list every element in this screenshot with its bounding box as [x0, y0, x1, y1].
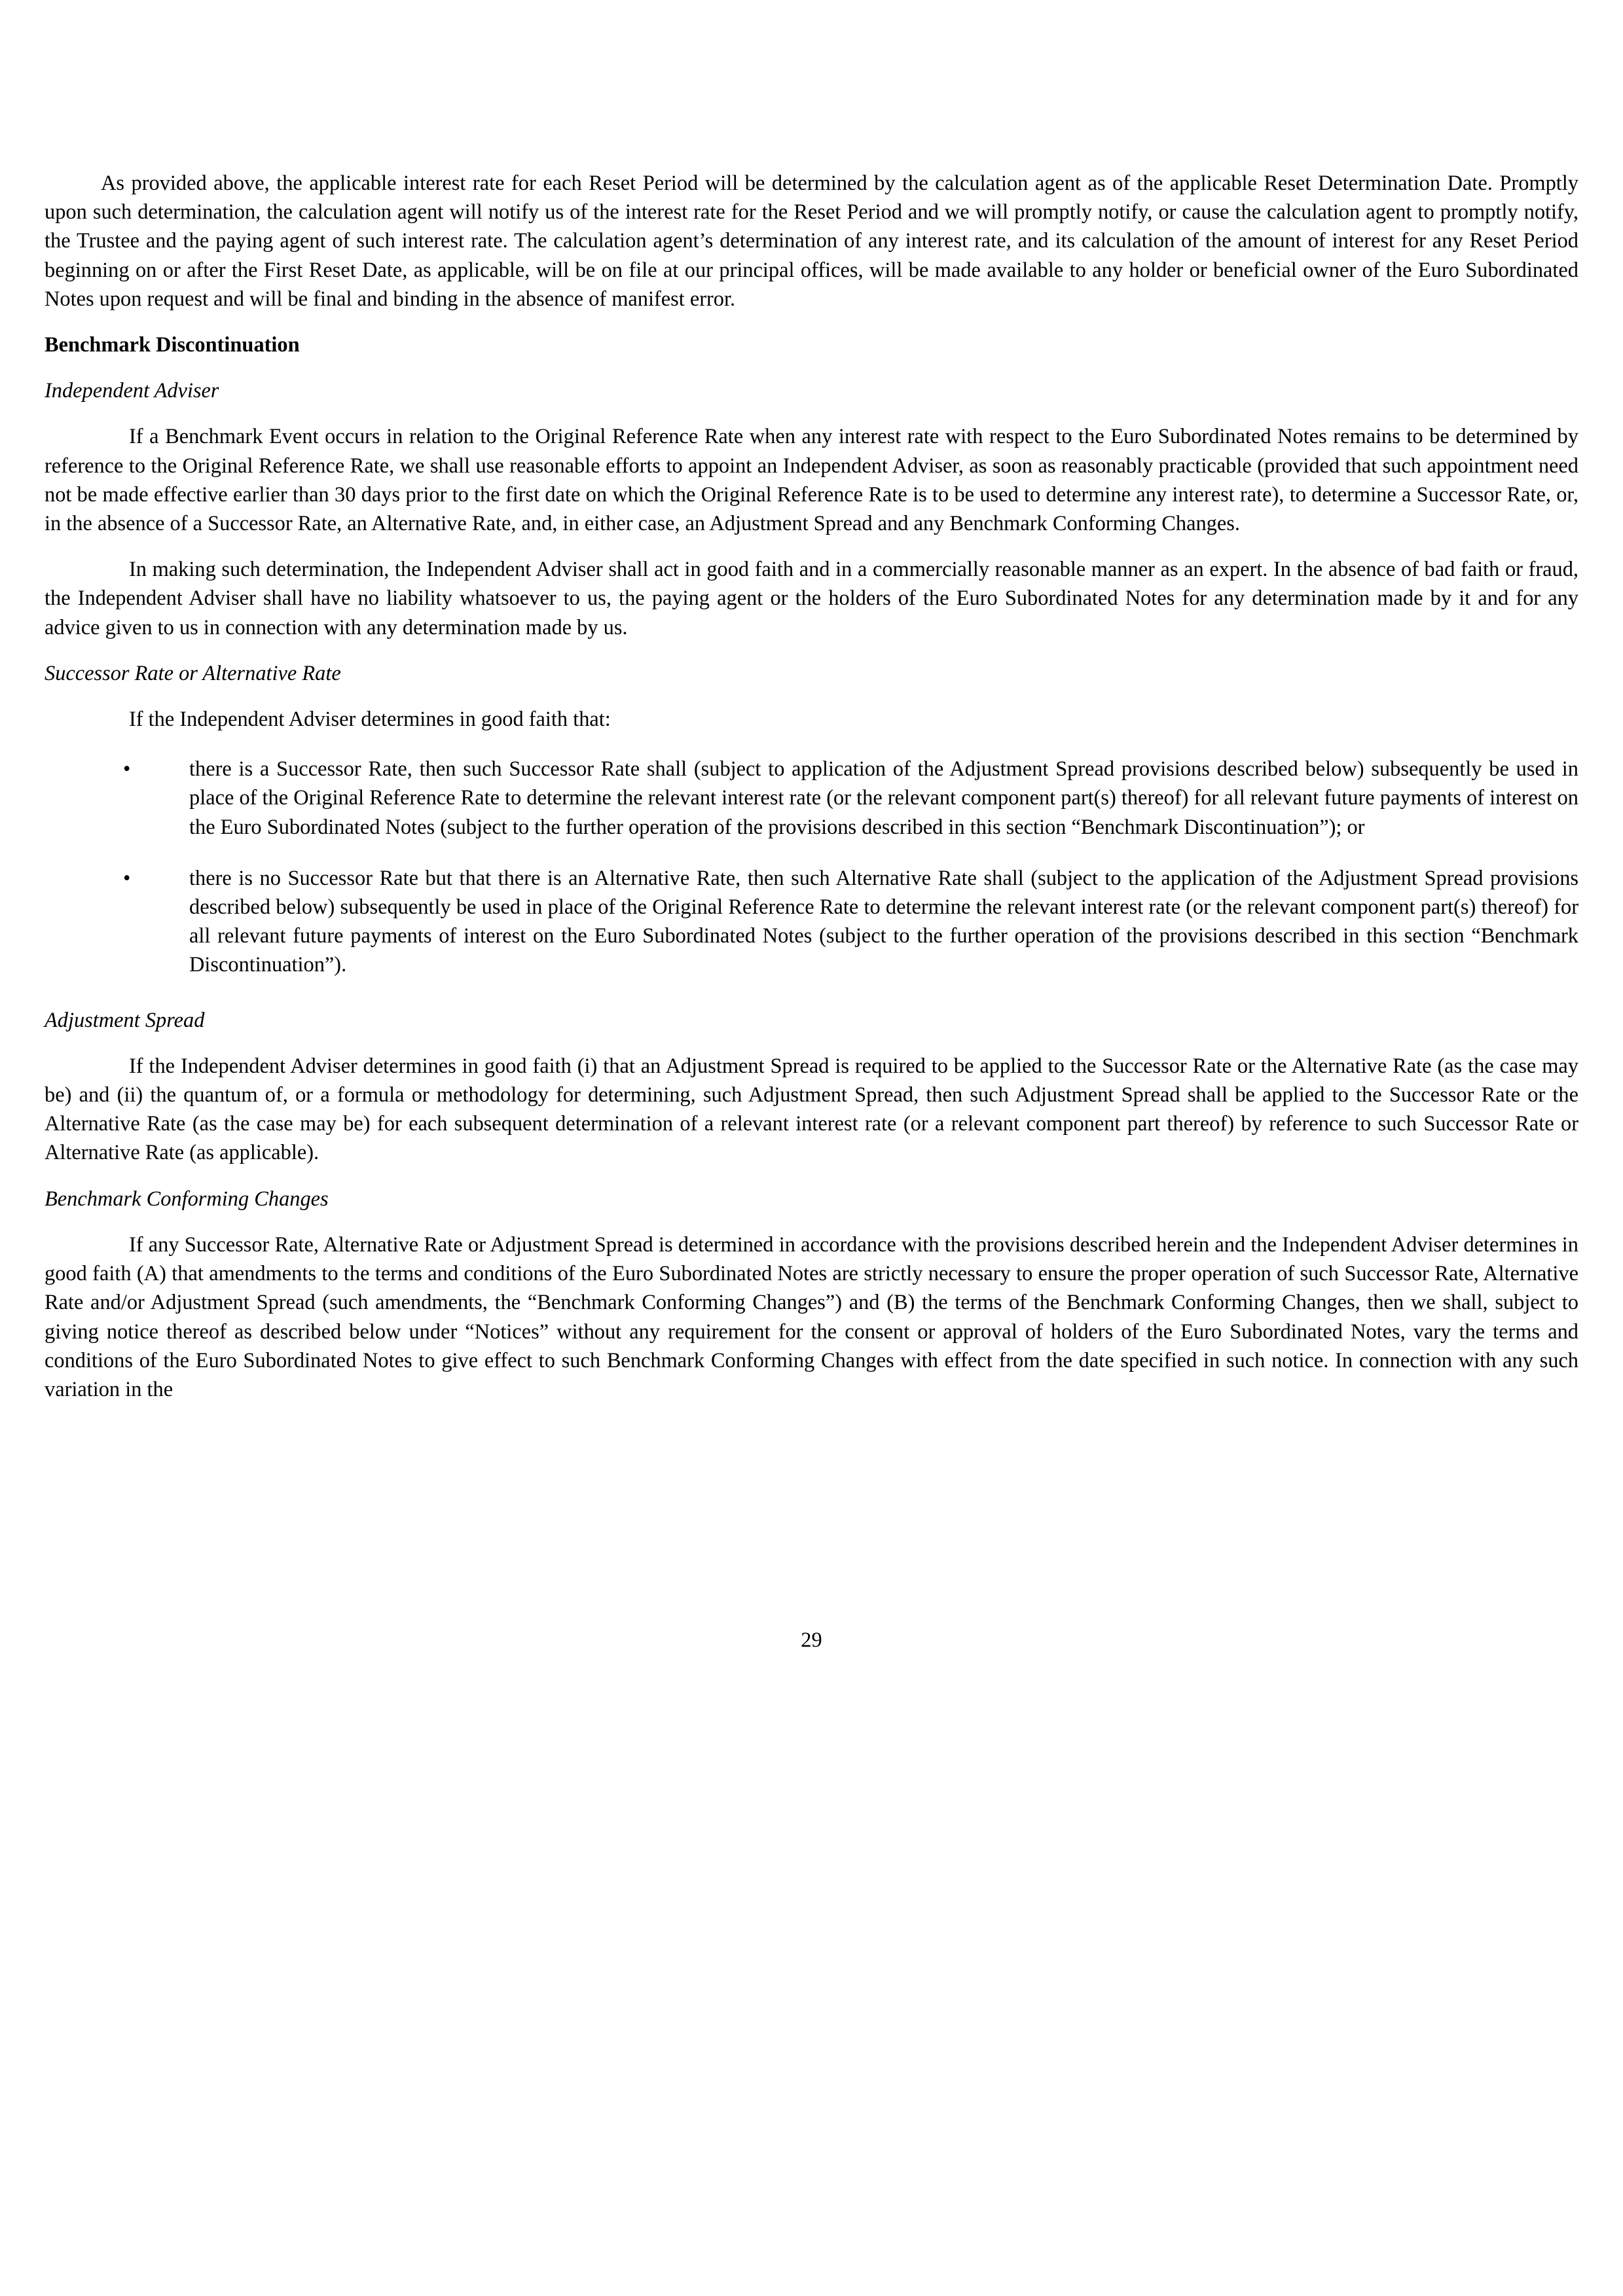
bullet-list	[45, 755, 1578, 979]
paragraph-interest-rate-determination: As provided above, the applicable interest rate for each Reset Period will be determined by the calculation agent as of the applicable Reset Determination Date. Promptly upon such determination, the calculation agent will notify us of the interest rate for the Reset Period and we will promptly notify, or cause the calculation agent to promptly notify, the Trustee and the paying agent of such interest rate. The calculation agent’s determination of any interest rate, and its calculation of the amount of interest for any Reset Period beginning on or after the First Reset Date, as applicable, will be on file at our principal offices, will be made available to any holder or beneficial owner of the Euro Subordinated Notes upon request and will be final and binding in the absence of manifest error.	[45, 171, 1578, 311]
subheading-adjustment-spread: Adjustment Spread	[45, 1008, 205, 1032]
bullet-icon: •	[123, 866, 131, 890]
document-page	[45, 169, 1578, 1404]
page-number: 29	[801, 1628, 822, 1652]
subheading-successor-rate: Successor Rate or Alternative Rate	[45, 661, 341, 685]
list-item	[45, 755, 1578, 842]
subheading-independent-adviser: Independent Adviser	[45, 379, 219, 403]
bullet-icon: •	[123, 757, 131, 781]
section-heading-benchmark-discontinuation: Benchmark Discontinuation	[45, 333, 300, 357]
bullet-text: there is no Successor Rate but that there is an Alternative Rate, then such Alternative Rate shall (subject to the application of the Adjustment Spread provisions described below) subsequently be used in place of the Original Reference Rate to determine the relevant interest rate (or the relevant component part(s) thereof) for all relevant future payments of interest on the Euro Subordinated Notes (subject to the further operation of the provisions described in this section “Benchmark Discontinuation”).	[189, 866, 1578, 977]
paragraph-adviser-determines: If the Independent Adviser determines in good faith that:	[129, 708, 611, 732]
subheading-benchmark-conforming-changes: Benchmark Conforming Changes	[45, 1187, 329, 1211]
paragraph-good-faith-determination: In making such determination, the Independent Adviser shall act in good faith and in a commercially reasonable manner as an expert. In the absence of bad faith or fraud, the Independent Adviser shall have no liability whatsoever to us, the paying agent or the holders of the Euro Subordinated Notes for any determination made by it and for any advice given to us in connection with any determination made by us.	[45, 558, 1578, 639]
list-item	[45, 864, 1578, 980]
paragraph-adjustment-spread: If the Independent Adviser determines in good faith (i) that an Adjustment Spread is required to be applied to the Successor Rate or the Alternative Rate (as the case may be) and (ii) the quantum of, or a formula or methodology for determining, such Adjustment Spread, then such Adjustment Spread shall be applied to the Successor Rate or the Alternative Rate (as the case may be) for each subsequent determination of a relevant interest rate (or a relevant component part thereof) by reference to such Successor Rate or Alternative Rate (as applicable).	[45, 1054, 1578, 1165]
paragraph-conforming-changes: If any Successor Rate, Alternative Rate or Adjustment Spread is determined in accordance with the provisions described herein and the Independent Adviser determines in good faith (A) that amendments to the terms and conditions of the Euro Subordinated Notes are strictly necessary to ensure the proper operation of such Successor Rate, Alternative Rate and/or Adjustment Spread (such amendments, the “Benchmark Conforming Changes”) and (B) the terms of the Benchmark Conforming Changes, then we shall, subject to giving notice thereof as described below under “Notices” without any requirement for the consent or approval of holders of the Euro Subordinated Notes, vary the terms and conditions of the Euro Subordinated Notes to give effect to such Benchmark Conforming Changes with effect from the date specified in such notice. In connection with any such variation in the	[45, 1232, 1578, 1401]
paragraph-benchmark-event: If a Benchmark Event occurs in relation to the Original Reference Rate when any interest rate with respect to the Euro Subordinated Notes remains to be determined by reference to the Original Reference Rate, we shall use reasonable efforts to appoint an Independent Adviser, as soon as reasonably practicable (provided that such appointment need not be made effective earlier than 30 days prior to the first date on which the Original Reference Rate is to be used to determine any interest rate), to determine a Successor Rate, or, in the absence of a Successor Rate, an Alternative Rate, and, in either case, an Adjustment Spread and any Benchmark Conforming Changes.	[45, 425, 1578, 536]
bullet-text: there is a Successor Rate, then such Successor Rate shall (subject to application of the Adjustment Spread provisions described below) subsequently be used in place of the Original Reference Rate to determine the relevant interest rate (or the relevant component part(s) thereof) for all relevant future payments of interest on the Euro Subordinated Notes (subject to the further operation of the provisions described in this section “Benchmark Discontinuation”); or	[189, 757, 1578, 839]
